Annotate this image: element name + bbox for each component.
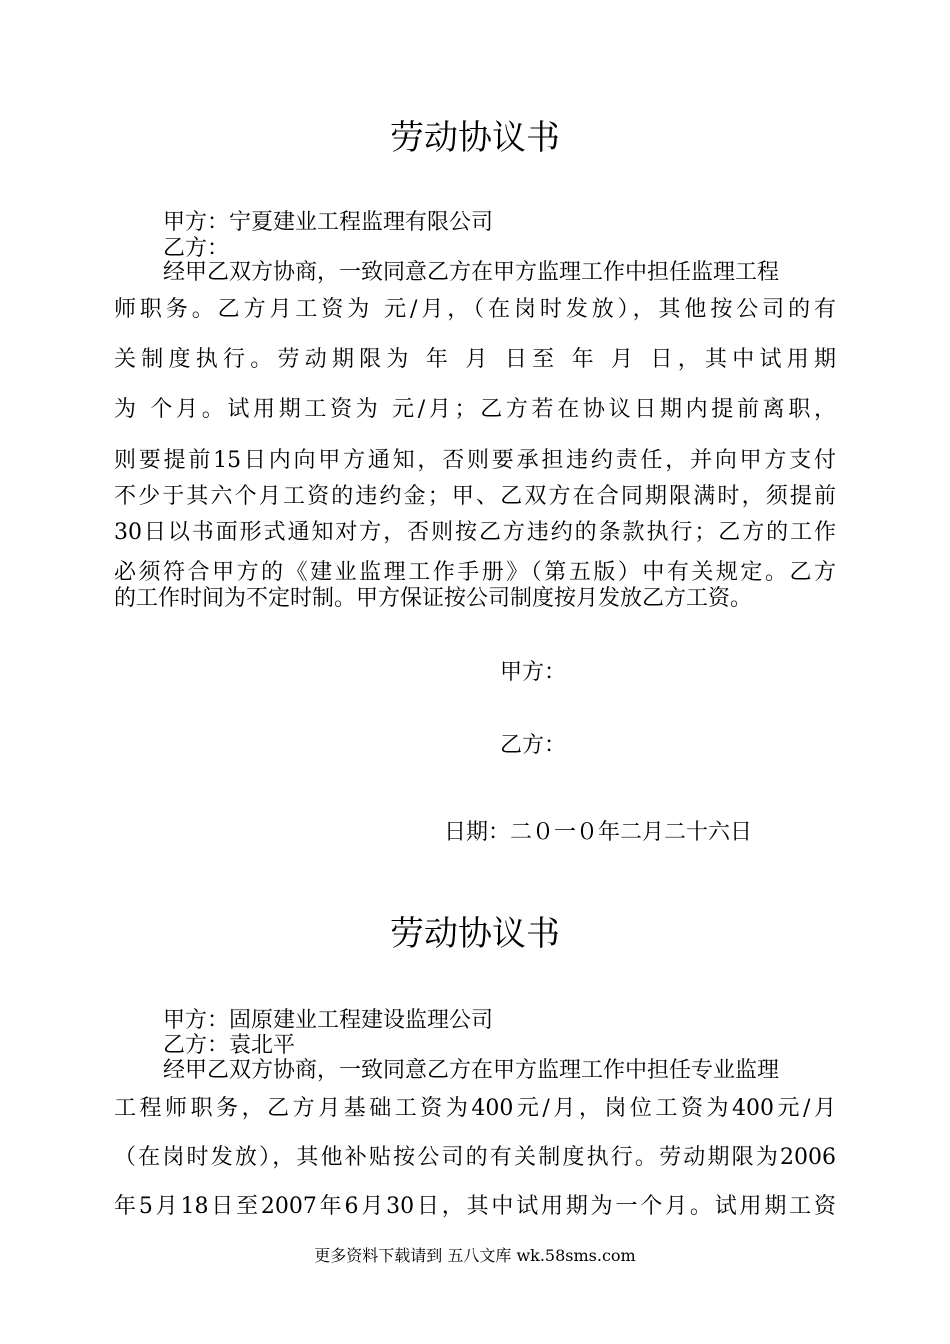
footer-link-text: 更多资料下载请到 五八文库 wk.58sms.com	[314, 1246, 636, 1265]
agreement-1-body-line-8: 必须符合甲方的《建业监理工作手册》（第五版）中有关规定。乙方	[114, 560, 836, 585]
agreement-1-body-line-1: 经甲乙双方协商，一致同意乙方在甲方监理工作中担任监理工程	[163, 260, 780, 285]
agreement-1-party-a: 甲方：宁夏建业工程监理有限公司	[163, 210, 494, 235]
agreement-1-body-line-7: 30日以书面形式通知对方，否则按乙方违约的条款执行；乙方的工作	[114, 520, 836, 545]
agreement-1-sign-party-b: 乙方：	[500, 733, 567, 758]
agreement-2-party-a: 甲方：固原建业工程建设监理公司	[163, 1008, 494, 1033]
agreement-1-date: 日期：二０一０年二月二十六日	[444, 820, 753, 845]
agreement-1-body-line-6: 不少于其六个月工资的违约金；甲、乙双方在合同期限满时，须提前	[114, 484, 836, 509]
agreement-2-body-line-1: 经甲乙双方协商，一致同意乙方在甲方监理工作中担任专业监理	[163, 1058, 780, 1083]
agreement-2-body-line-3: （在岗时发放），其他补贴按公司的有关制度执行。劳动期限为2006	[114, 1145, 836, 1170]
agreement-2-title: 劳动协议书	[390, 914, 560, 954]
agreement-1-body-line-3: 关制度执行。劳动期限为 年 月 日至 年 月 日，其中试用期	[114, 347, 836, 372]
agreement-1-body-line-4: 为 个月。试用期工资为 元/月；乙方若在协议日期内提前离职，	[114, 397, 836, 422]
agreement-2-party-b: 乙方：袁北平	[163, 1033, 296, 1058]
agreement-2-body-line-2: 工程师职务，乙方月基础工资为400元/月，岗位工资为400元/月	[114, 1096, 836, 1121]
agreement-2-body-line-4: 年5月18日至2007年6月30日，其中试用期为一个月。试用期工资	[114, 1194, 836, 1219]
agreement-1-title: 劳动协议书	[390, 118, 560, 158]
agreement-1-body-line-2: 师职务。乙方月工资为 元/月，（在岗时发放），其他按公司的有	[114, 297, 836, 322]
agreement-1-sign-party-a: 甲方：	[500, 660, 567, 685]
agreement-1-party-b: 乙方：	[163, 236, 230, 261]
agreement-1-body-line-9: 的工作时间为不定时制。甲方保证按公司制度按月发放乙方工资。	[114, 586, 753, 611]
agreement-1-body-line-5: 则要提前15日内向甲方通知，否则要承担违约责任，并向甲方支付	[114, 448, 836, 473]
